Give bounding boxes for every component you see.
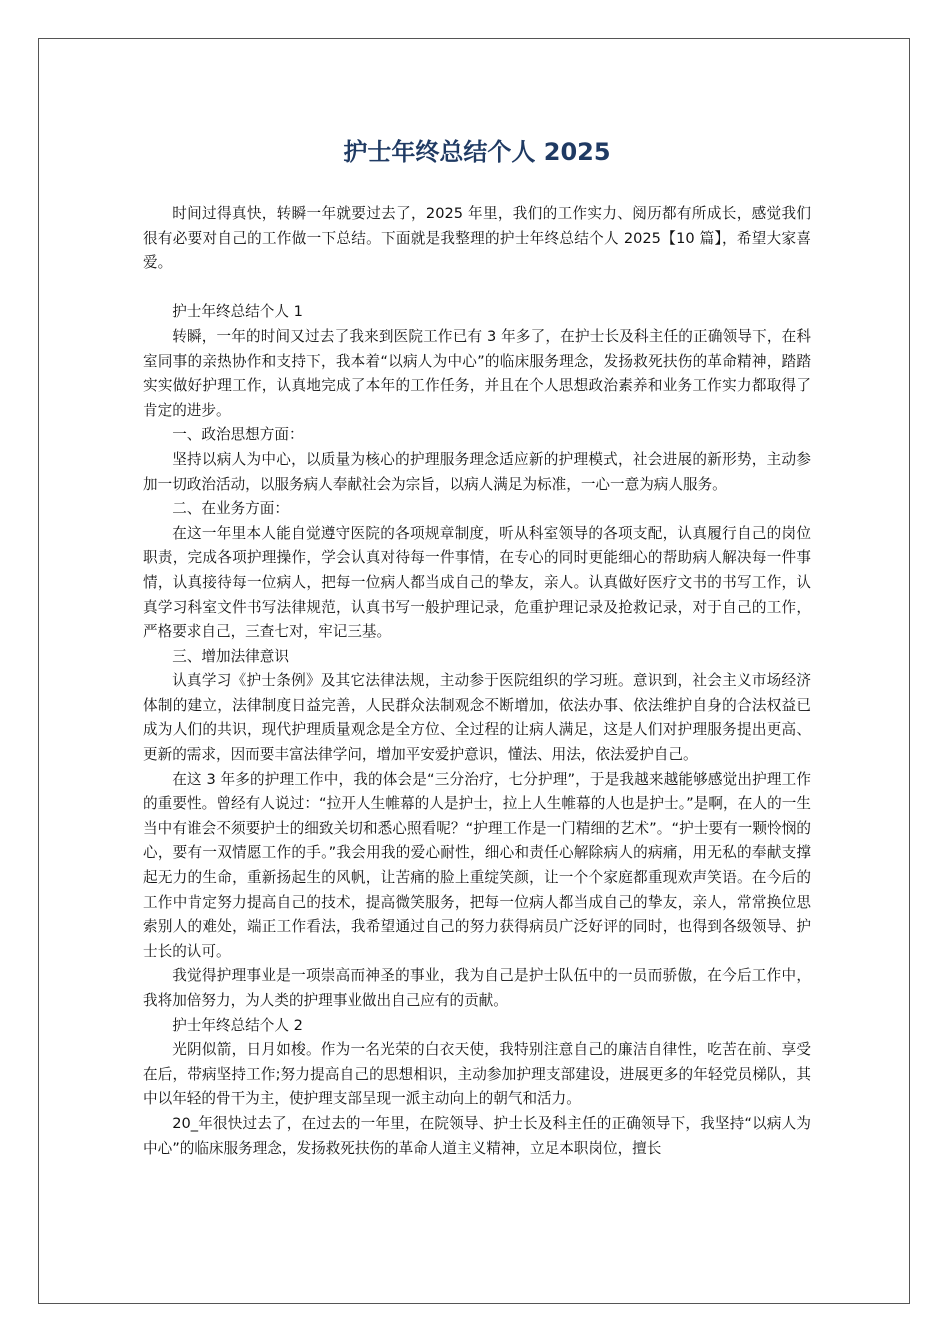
intro-paragraph: 时间过得真快，转瞬一年就要过去了，2025 年里，我们的工作实力、阅历都有所成长，感觉我们很有必要对自己的工作做一下总结。下面就是我整理的护士年终总结个人 2025【10 篇】，希望大家喜爱。	[143, 205, 811, 272]
body-paragraph: 光阴似箭，日月如梭。作为一名光荣的白衣天使，我特别注意自己的廉洁自律性，吃苦在前、享受在后，带病坚持工作;努力提高自己的思想相识，主动参加护理支部建设，进展更多的年轻党员梯队，其中以年轻的骨干为主，使护理支部呈现一派主动向上的朝气和活力。	[143, 1041, 811, 1108]
subheading-business: 二、在业务方面：	[172, 500, 289, 518]
section-heading-summary-2: 护士年终总结个人 2	[172, 1016, 303, 1034]
body-paragraph: 20_年很快过去了，在过去的一年里，在院领导、护士长及科主任的正确领导下，我坚持“以病人为中心”的临床服务理念，发扬救死扶伤的革命人道主义精神，立足本职岗位，擅长	[143, 1114, 811, 1157]
body-paragraph: 坚持以病人为中心，以质量为核心的护理服务理念适应新的护理模式，社会进展的新形势，主动参加一切政治活动，以服务病人奉献社会为宗旨，以病人满足为标准，一心一意为病人服务。	[143, 450, 811, 493]
subheading-legal: 三、增加法律意识	[172, 647, 289, 665]
body-paragraph: 转瞬，一年的时间又过去了我来到医院工作已有 3 年多了，在护士长及科主任的正确领导下，在科室同事的亲热协作和支持下，我本着“以病人为中心”的临床服务理念，发扬救死扶伤的革命精神，踏踏实实做好护理工作，认真地完成了本年的工作任务，并且在个人思想政治素养和业务工作实力都取得了肯定的进步。	[143, 327, 811, 419]
document-title: 护士年终总结个人 2025	[343, 138, 611, 166]
title-spacer	[143, 170, 811, 202]
document-body	[143, 134, 811, 1161]
body-paragraph: 认真学习《护士条例》及其它法律法规，主动参于医院组织的学习班。意识到，社会主义市场经济体制的建立，法律制度日益完善，人民群众法制观念不断增加，依法办事、依法维护自身的合法权益已成为人们的共识，现代护理质量观念是全方位、全过程的让病人满足，这是人们对护理服务提出更高、更新的需求，因而要丰富法律学问，增加平安爱护意识，懂法、用法，依法爱护自己。	[143, 672, 811, 764]
body-paragraph: 在这一年里本人能自觉遵守医院的各项规章制度，听从科室领导的各项支配，认真履行自己的岗位职责，完成各项护理操作，学会认真对待每一件事情，在专心的同时更能细心的帮助病人解决每一件事情，认真接待每一位病人，把每一位病人都当成自己的挚友，亲人。认真做好医疗文书的书写工作，认真学习科室文件书写法律规范，认真书写一般护理记录，危重护理记录及抢救记录，对于自己的工作，严格要求自己，三查七对，牢记三基。	[143, 524, 811, 641]
section-heading-summary-1: 护士年终总结个人 1	[172, 303, 303, 321]
body-paragraph: 在这 3 年多的护理工作中，我的体会是“三分治疗，七分护理”，于是我越来越能够感觉出护理工作的重要性。曾经有人说过：“拉开人生帷幕的人是护士，拉上人生帷幕的人也是护士。”是啊，在人的一生当中有谁会不须要护士的细致关切和悉心照看呢？“护理工作是一门精细的艺术”。“护士要有一颗怜悯的心，要有一双情愿工作的手。”我会用我的爱心耐性，细心和责任心解除病人的病痛，用无私的奉献支撑起无力的生命，重新扬起生的风帆，让苦痛的脸上重绽笑颜，让一个个家庭都重现欢声笑语。在今后的工作中肯定努力提高自己的技术，提高微笑服务，把每一位病人都当成自己的挚友，亲人，常常换位思索别人的难处，端正工作看法，我希望通过自己的努力获得病员广泛好评的同时，也得到各级领导、护士长的认可。	[143, 770, 811, 960]
body-paragraph: 我觉得护理事业是一项崇高而神圣的事业，我为自己是护士队伍中的一员而骄傲，在今后工作中，我将加倍努力，为人类的护理事业做出自己应有的贡献。	[143, 967, 811, 1009]
subheading-political: 一、政治思想方面：	[172, 426, 304, 444]
